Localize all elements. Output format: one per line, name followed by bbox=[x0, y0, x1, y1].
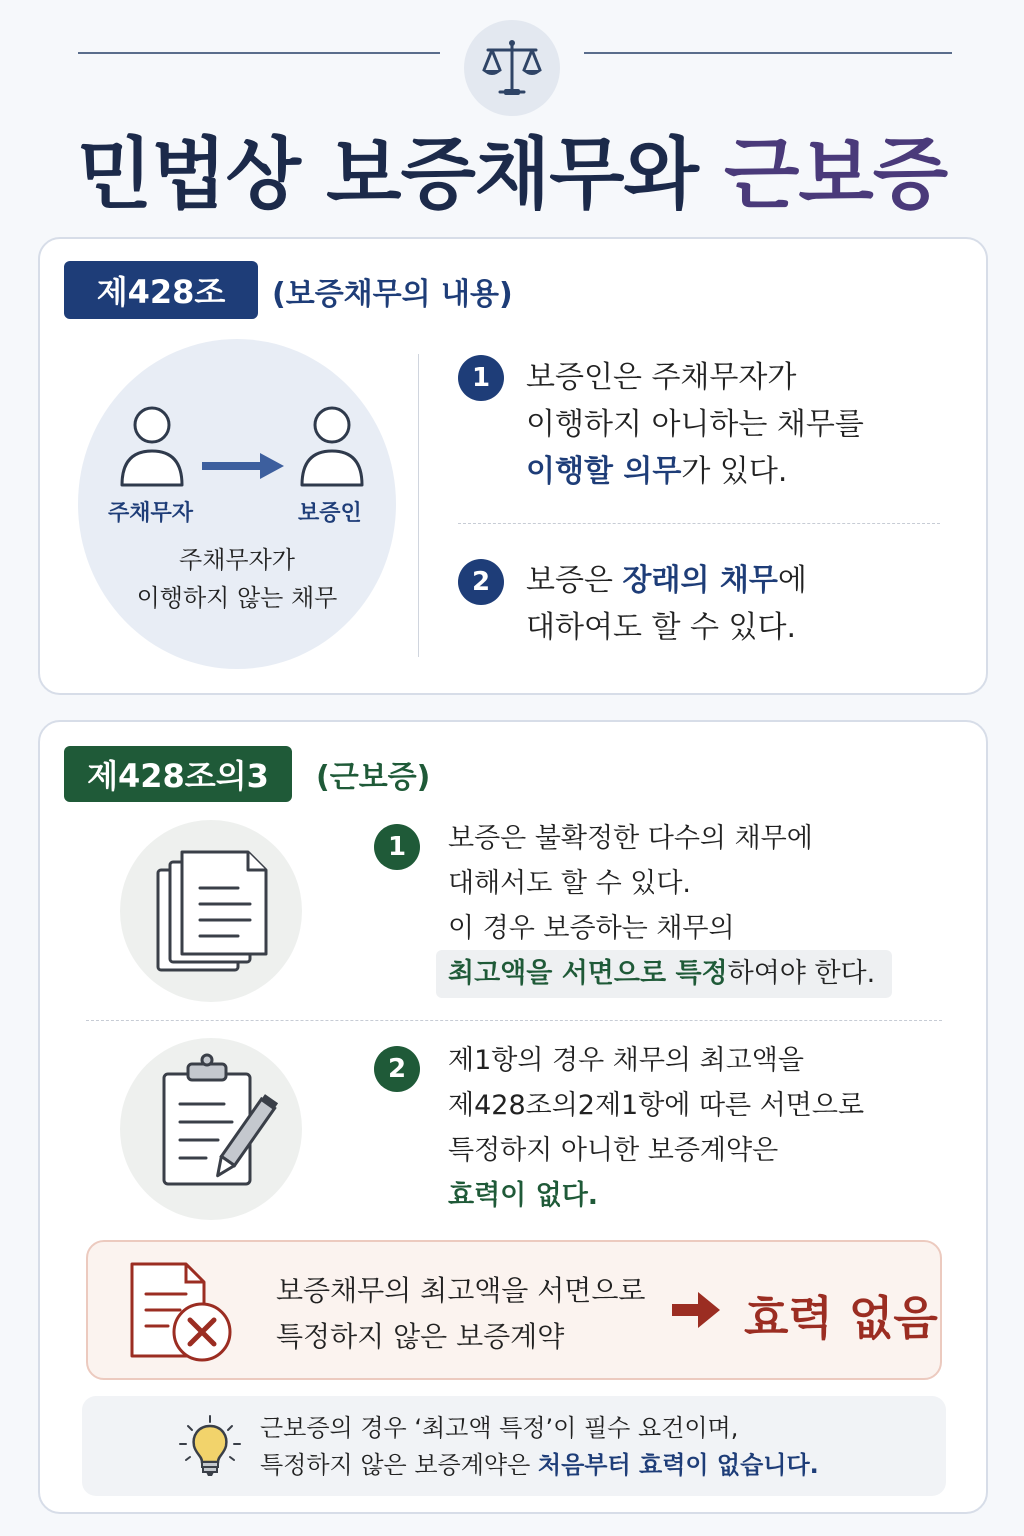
article-428-3-clause-1: 보증은 불확정한 다수의 채무에 대해서도 할 수 있다. 이 경우 보증하는 채무의 최고액을 서면으로 특정하여야 한다. bbox=[448, 823, 876, 989]
documents-icon bbox=[120, 820, 302, 1002]
item-number-badge: 2 bbox=[458, 559, 504, 605]
tip-text: 근보증의 경우 ‘최고액 특정’이 필수 요건이며, 특정하지 않은 보증계약은 처음부터 효력이 없습니다. bbox=[260, 1414, 819, 1479]
invalid-contract-warning bbox=[86, 1240, 942, 1380]
relationship-diagram bbox=[78, 339, 396, 669]
dashed-divider bbox=[458, 523, 940, 524]
item-number-badge: 1 bbox=[374, 824, 420, 870]
title-accent: 근보증 bbox=[724, 130, 948, 220]
scales-icon bbox=[464, 20, 560, 116]
guarantor-label: 보증인 bbox=[298, 501, 362, 526]
page-title: 민법상 보증채무와 근보증 bbox=[76, 130, 948, 220]
vertical-divider bbox=[418, 354, 419, 657]
article-428-subtitle: (보증채무의 내용) bbox=[272, 277, 513, 312]
arrow-right-icon bbox=[672, 1290, 722, 1330]
article-428-card bbox=[38, 237, 988, 695]
article-428-3-subtitle: (근보증) bbox=[316, 760, 431, 795]
item-number-badge: 1 bbox=[458, 355, 504, 401]
clipboard-pen-icon bbox=[120, 1038, 302, 1220]
invalid-document-icon bbox=[128, 1260, 238, 1364]
debtor-label: 주채무자 bbox=[108, 501, 194, 526]
dashed-divider bbox=[86, 1020, 942, 1021]
article-428-3-badge: 제428조의3 bbox=[64, 746, 292, 802]
item-number-badge: 2 bbox=[374, 1046, 420, 1092]
header-line-left bbox=[78, 52, 440, 54]
guarantor-person-icon bbox=[298, 405, 366, 489]
header-line-right bbox=[584, 52, 952, 54]
warning-text: 보증채무의 최고액을 서면으로 특정하지 않은 보증계약 bbox=[276, 1274, 646, 1353]
article-428-3-clause-2: 제1항의 경우 채무의 최고액을 제428조의2제1항에 따른 서면으로 특정하지 아니한 보증계약은 효력이 없다. bbox=[448, 1045, 865, 1211]
article-428-3-card bbox=[38, 720, 988, 1514]
diagram-description: 주채무자가 이행하지 않는 채무 bbox=[136, 546, 338, 612]
debtor-person-icon bbox=[118, 405, 186, 489]
article-428-badge: 제428조 bbox=[64, 261, 258, 319]
article-428-clause-1: 보증인은 주채무자가 이행하지 아니하는 채무를 이행할 의무가 있다. bbox=[526, 360, 864, 489]
arrow-right-icon bbox=[202, 451, 286, 481]
tip-box bbox=[82, 1396, 946, 1496]
warning-result: 효력 없음 bbox=[744, 1291, 938, 1345]
lightbulb-icon bbox=[178, 1414, 242, 1478]
article-428-clause-2: 보증은 장래의 채무에 대하여도 할 수 있다. bbox=[526, 563, 807, 645]
